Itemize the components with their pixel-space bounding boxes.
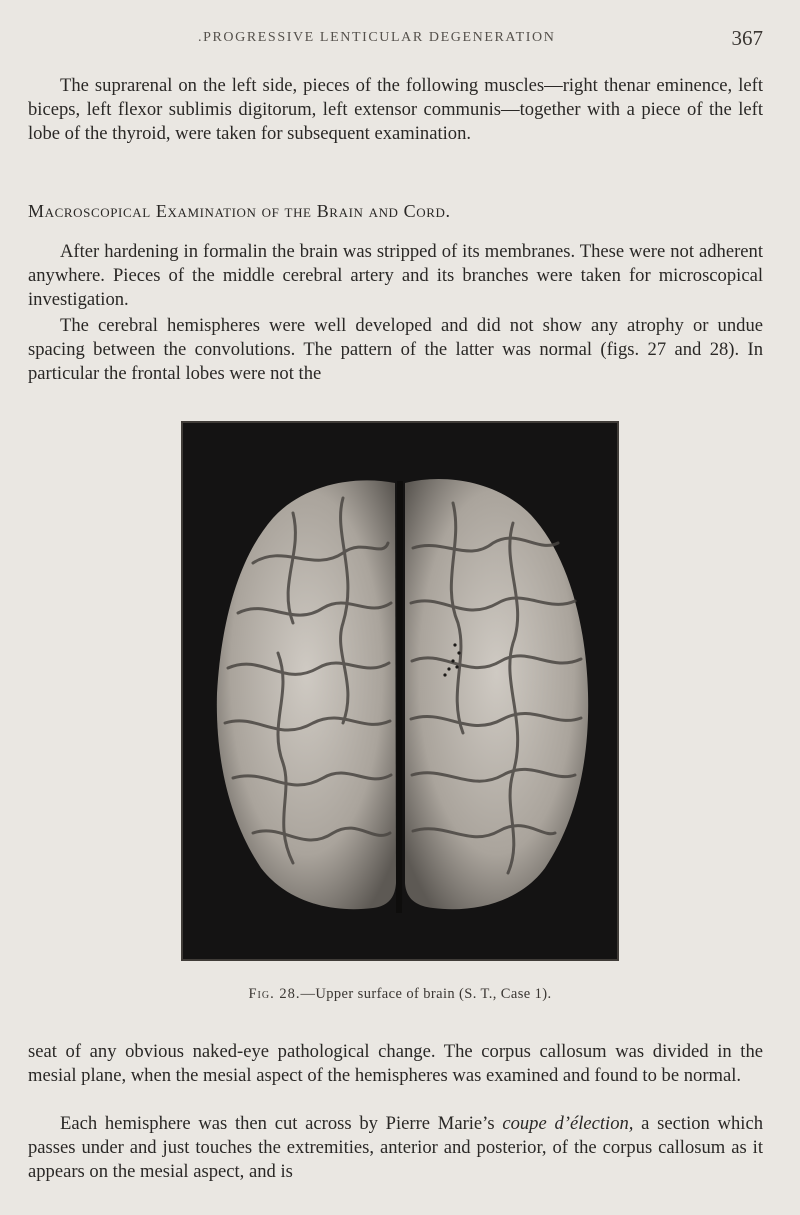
paragraph-coupe [28, 1112, 763, 1184]
paragraph-coupe-end: a section which passes under and just touches the extremities, anterior and posterior, of the corpus callosum as it appears on the mesial aspect, and is [28, 1113, 763, 1182]
brain-photograph [181, 421, 619, 961]
page-number: 367 [731, 26, 763, 50]
paragraph-hardening: After hardening in formalin the brain was stripped of its membranes. These were not adherent anywhere. Pieces of the middle cerebral artery and its branches were taken for microscopical investigation. [28, 241, 763, 310]
page-header [28, 26, 763, 54]
running-head: .PROGRESSIVE LENTICULAR DEGENERATION [198, 30, 556, 45]
brain-image [183, 423, 617, 959]
paragraph-hemispheres: The cerebral hemispheres were well developed and did not show any atrophy or undue spacing between the convolutions. The pattern of the latter was normal (figs. 27 and 28). In particular the frontal lobes were not the [28, 315, 763, 384]
figure-caption [0, 986, 800, 1003]
paragraph-suprarenal: The suprarenal on the left side, pieces of the following muscles—right thenar eminence, left biceps, left flexor sublimis digitorum, left extensor communis—together with a piece of the left lobe of the thyroid, were taken for subsequent examination. [28, 75, 763, 144]
section-heading: Macroscopical Examination of the Brain and Cord. [28, 201, 451, 221]
paragraph-coupe-start: Each hemisphere was then cut across by Pierre Marie’s [60, 1113, 503, 1134]
figure-caption-text: —Upper surface of brain (S. T., Case 1). [300, 986, 552, 1002]
paragraph-coupe-italic: coupe d’élection, [502, 1113, 634, 1134]
figure-label: Fig. 28. [248, 986, 301, 1002]
paragraph-corpus-callosum: seat of any obvious naked-eye pathological change. The corpus callosum was divided in the mesial plane, when the mesial aspect of the hemispheres was examined and found to be normal. [28, 1041, 763, 1086]
